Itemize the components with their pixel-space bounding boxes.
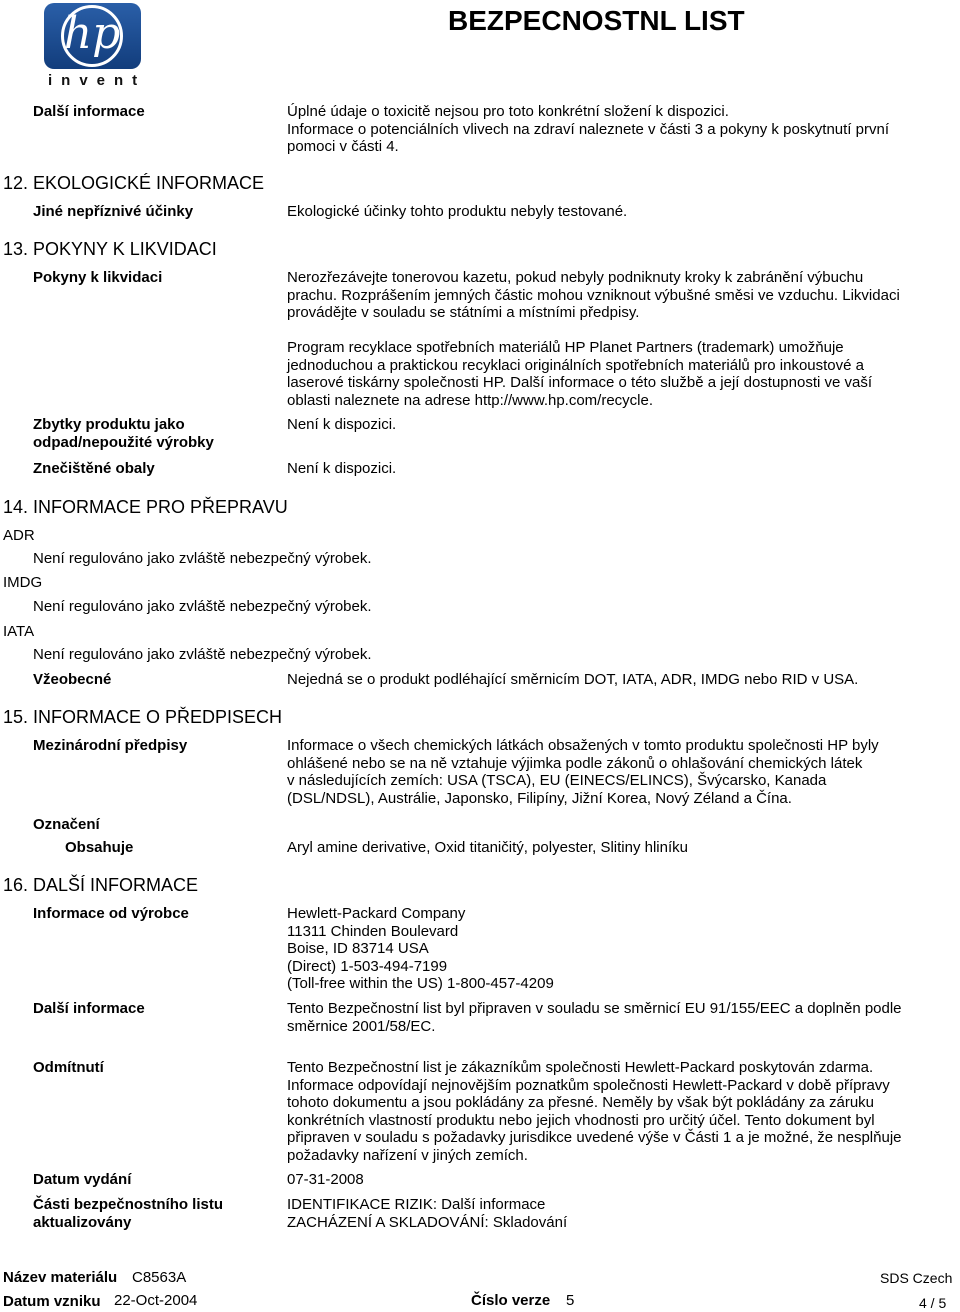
iata-label: IATA (3, 623, 35, 640)
toxicity-other-info-value: Úplné údaje o toxicitě nejsou pro toto konkrétní složení k dispozici. Informace o potenciálních vlivech na zdraví naleznete v části 3 a pokyny k poskytnutí první pomoci v části 4. (287, 103, 889, 156)
other-info-value: Tento Bezpečnostní list byl připraven v souladu se směrnicí EU 91/155/EEC a doplněn podle směrnice 2001/58/EC. (287, 1000, 902, 1035)
packaging-label: Znečištěné obaly (33, 460, 155, 477)
disclaimer-value: Tento Bezpečnostní list je zákazníkům společnosti Hewlett-Packard poskytován zdarma. Informace odpovídají nejnovějším poznatkům společnosti Hewlett-Packard v době přípravy tohoto dokumentu a jsou pokládány za přesné. Neměly by však být pokládány za záruku konkrétních vlastností produktu nebo jejich vhodnosti pro určitý účel. Tento dokument byl připraven v souladu s požadavky jurisdikce uvedené výše v Části 1 a je možné, že nesplňuje požadavky nařízení v jiných zemích. (287, 1059, 902, 1164)
intl-regulations-label: Mezinárodní předpisy (33, 737, 188, 754)
issue-date-label: Datum vydání (33, 1171, 132, 1188)
packaging-value: Není k dispozici. (287, 460, 397, 477)
hp-logo (44, 3, 147, 90)
footer-version-label: Číslo verze (471, 1292, 551, 1309)
disposal-para-2: Program recyklace spotřebních materiálů HP Planet Partners (trademark) umožňuje jednoduchou a praktickou recyklaci originálních spotřebních materiálů pro inkoustové a laserové tiskárny společnosti HP. Další informace o této službě a její dostupnosti ve vaší oblasti naleznete na adrese http://www.hp.com/recycle. (287, 339, 873, 409)
updated-sections-value: IDENTIFIKACE RIZIK: Další informace ZACHÁZENÍ A SKLADOVÁNÍ: Skladování (287, 1196, 568, 1231)
footer-material-value: C8563A (132, 1269, 187, 1286)
footer-version-value: 5 (566, 1292, 575, 1309)
section-13-heading: 13. POKYNY K LIKVIDACI (3, 239, 217, 259)
section-12-heading: 12. EKOLOGICKÉ INFORMACE (3, 173, 265, 193)
contains-label: Obsahuje (65, 839, 134, 856)
section-15-heading: 15. INFORMACE O PŘEDPISECH (3, 707, 283, 727)
imdg-value: Není regulováno jako zvláště nebezpečný výrobek. (33, 598, 372, 615)
section-16-heading: 16. DALŠÍ INFORMACE (3, 875, 199, 895)
disposal-para-1: Nerozřezávejte tonerovou kazetu, pokud nebyly podniknuty kroky k zabránění výbuchu prachu. Rozprášením jemných částic mohou vzniknout výbušné směsi ve vzduchu. Likvidaci provádějte v souladu se státními a místními předpisy. (287, 269, 900, 322)
adr-label: ADR (3, 527, 35, 544)
manufacturer-label: Informace od výrobce (33, 905, 189, 922)
section-14-heading: 14. INFORMACE PRO PŘEPRAVU (3, 497, 288, 517)
other-info-label: Další informace (33, 1000, 145, 1017)
imdg-label: IMDG (3, 574, 43, 591)
issue-date-value: 07-31-2008 (287, 1171, 364, 1188)
eco-effects-value: Ekologické účinky tohto produktu nebyly testované. (287, 203, 628, 220)
transport-general-value: Nejedná se o produkt podléhající směrnicím DOT, IATA, ADR, IMDG nebo RID v USA. (287, 671, 859, 688)
intl-regulations-value: Informace o všech chemických látkách obsažených v tomto produktu společnosti HP byly ohlášené nebo se na ně vztahuje výjimka podle zákonů o ohlašování chemických látek v následujících zemích: USA (TSCA), EU (EINECS/ELINCS), Švýcarsko, Kanada (DSL/NDSL), Austrálie, Japonsko, Filipíny, Jižní Korea, Nový Zéland a Čína. (287, 737, 879, 807)
manufacturer-address: Hewlett-Packard Company 11311 Chinden Boulevard Boise, ID 83714 USA (Direct) 1-503-494-7199 (Toll-free within the US) 1-800-457-4209 (287, 905, 554, 993)
contains-value: Aryl amine derivative, Oxid titaničitý, polyester, Slitiny hliníku (287, 839, 688, 856)
logo-text: hp (63, 8, 121, 59)
adr-value: Není regulováno jako zvláště nebezpečný výrobek. (33, 550, 372, 567)
document-title: BEZPECNOSTNL LIST (448, 5, 745, 36)
footer-created-value: 22-Oct-2004 (114, 1292, 198, 1309)
footer-created-label: Datum vzniku (3, 1293, 101, 1310)
iata-value: Není regulováno jako zvláště nebezpečný výrobek. (33, 646, 372, 663)
footer-page-number: 4 / 5 (919, 1295, 947, 1311)
footer-language: SDS Czech (880, 1270, 953, 1286)
footer-material-label: Název materiálu (3, 1269, 118, 1286)
updated-sections-label: Části bezpečnostního listu aktualizovány (33, 1196, 224, 1231)
eco-effects-label: Jiné nepříznivé účinky (33, 203, 194, 220)
disposal-label: Pokyny k likvidaci (33, 269, 163, 286)
toxicity-other-info-label: Další informace (33, 103, 145, 120)
logo-tagline: invent (48, 72, 147, 89)
waste-label: Zbytky produktu jako odpad/nepoužité výrobky (33, 416, 214, 451)
marking-label: Označení (33, 816, 100, 833)
transport-general-label: Vžeobecné (33, 671, 112, 688)
waste-value: Není k dispozici. (287, 416, 397, 433)
disclaimer-label: Odmítnutí (33, 1059, 104, 1076)
